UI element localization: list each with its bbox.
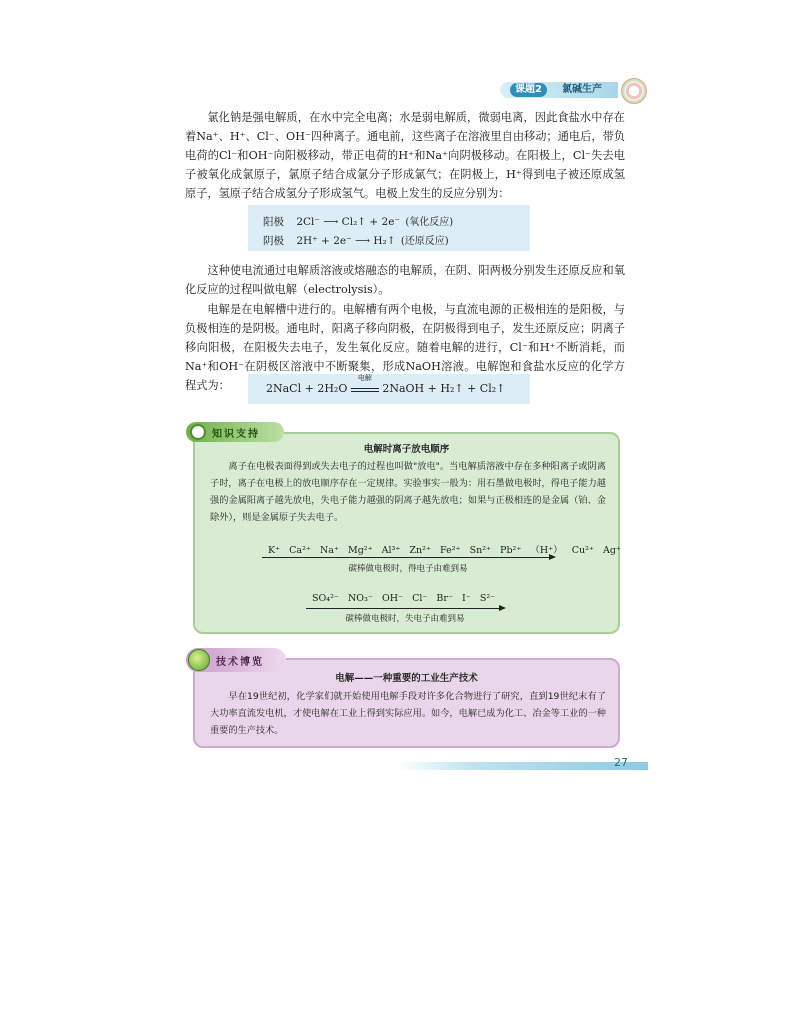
anode-reaction — [263, 213, 453, 229]
cation-h: （H⁺） — [530, 545, 563, 556]
overall-equation-box — [248, 374, 530, 404]
tech-badge — [186, 648, 286, 672]
cation-al: Al³⁺ — [381, 545, 401, 556]
cation-k: K⁺ — [268, 545, 281, 556]
anion-oh: OH⁻ — [381, 593, 404, 604]
cation-ca: Ca²⁺ — [289, 545, 311, 556]
cation-caption: 碳棒做电极时，得电子由难到易 — [348, 564, 468, 574]
header-title: 氯碱生产 — [562, 84, 602, 95]
page-number: 27 — [614, 756, 628, 769]
anode-label: 阳极 — [263, 216, 284, 228]
chapter-header — [500, 78, 648, 102]
equation-products: 2NaOH + H₂↑ + Cl₂↑ — [382, 382, 506, 395]
knowledge-title: 电解时离子放电顺序 — [363, 444, 450, 455]
knowledge-badge — [186, 422, 284, 442]
cation-fe: Fe²⁺ — [440, 545, 461, 556]
tech-title: 电解——一种重要的工业生产技术 — [335, 673, 478, 684]
anion-series — [312, 593, 501, 604]
book-icon — [190, 424, 206, 440]
tech-text: 早在19世纪初，化学家们就开始使用电解手段对许多化合物进行了研究，直到19世纪末有了大功率直流发电机，才使电解在工业上得到实际应用。如今，电解已成为化工、冶金等工业的一种重要的生产技术。 — [210, 691, 606, 736]
cation-zn: Zn²⁺ — [409, 545, 431, 556]
paragraph-ionization: 氯化钠是强电解质，在水中完全电离；水是弱电解质，微弱电离，因此食盐水中存在着Na⁺、H⁺、Cl⁻、OH⁻四种离子。通电前，这些离子在溶液里自由移动；通电后，带负电荷的Cl⁻和OH⁻向阳极移动，带正电荷的H⁺和Na⁺向阴极移动。在阳极上，Cl⁻失去电子被氧化成氯原子，氯原子结合成氯分子形成氯气；在阴极上，H⁺得到电子被还原成氢原子，氢原子结合成氢分子形成氢气。电极上发生的反应分别为： — [185, 111, 625, 200]
double-line-icon — [351, 388, 379, 392]
cation-na: Na⁺ — [319, 545, 339, 556]
cation-sn: Sn²⁺ — [469, 545, 492, 556]
anion-caption: 碳棒做电极时，失电子由难到易 — [345, 614, 465, 624]
paragraph-electrolytic-cell: 电解是在电解槽中进行的。电解槽有两个电极，与直流电源的正极相连的是阳极，与负极相连的是阴极。通电时，阳离子移向阴极，在阴极得到电子，发生还原反应；阴离子移向阳极，在阳极失去电子，发生氧化反应。随着电解的进行，Cl⁻和H⁺不断消耗，而Na⁺和OH⁻在阴极区溶液中不断聚集，形成NaOH溶液。电解饱和食盐水反应的化学方程式为： — [185, 303, 625, 392]
equation-condition: 电解 — [357, 374, 372, 382]
electrode-reactions-box — [248, 205, 530, 251]
anode-equation: 2Cl⁻ ⟶ Cl₂↑ + 2e⁻ — [296, 216, 400, 228]
anion-i: I⁻ — [462, 593, 471, 604]
anion-so4: SO₄²⁻ — [312, 593, 339, 604]
globe-logo-icon — [621, 78, 647, 104]
anion-s: S²⁻ — [479, 593, 496, 604]
knowledge-badge-label: 知识支持 — [212, 429, 260, 440]
knowledge-text: 离子在电极表面得到或失去电子的过程也叫做"放电"。当电解质溶液中存在多种阳离子或阴离子时，离子在电极上的放电顺序存在一定规律。实验事实一般为：用石墨做电极时，得电子能力越强的金属阳离子越先放电，失电子能力越强的阴离子越先放电；如果与正极相连的是金属（铂、金除外），则是金属原子失去电子。 — [210, 461, 606, 523]
anion-no3: NO₃⁻ — [347, 593, 373, 604]
cathode-note: (还原反应) — [400, 236, 449, 247]
anode-note: (氧化反应) — [405, 217, 454, 228]
paragraph-electrolysis-definition: 这种使电流通过电解质溶液或熔融态的电解质，在阴、阳两极分别发生还原反应和氧化反应的过程叫做电解（electrolysis）。 — [185, 264, 625, 296]
cathode-label: 阴极 — [263, 235, 284, 247]
unit-label: 课题2 — [510, 83, 547, 97]
globe-icon — [188, 649, 210, 671]
cathode-equation: 2H⁺ + 2e⁻ ⟶ H₂↑ — [296, 235, 396, 247]
tech-badge-label: 技术博览 — [216, 657, 264, 668]
right-arrow-icon — [262, 557, 554, 558]
cation-cu: Cu²⁺ — [571, 545, 594, 556]
cation-mg: Mg²⁺ — [347, 545, 373, 556]
overall-equation — [266, 374, 506, 395]
footer-bar — [398, 762, 648, 770]
equation-reactants: 2NaCl + 2H₂O — [266, 382, 348, 395]
anion-cl: Cl⁻ — [412, 593, 428, 604]
equation-sign — [351, 374, 379, 392]
cation-ag: Ag⁺ — [602, 545, 621, 556]
anion-br: Br⁻ — [436, 593, 453, 604]
cation-pb: Pb²⁺ — [500, 545, 522, 556]
cathode-reaction — [263, 232, 449, 248]
cation-series — [268, 542, 627, 556]
right-arrow-icon — [306, 608, 504, 609]
